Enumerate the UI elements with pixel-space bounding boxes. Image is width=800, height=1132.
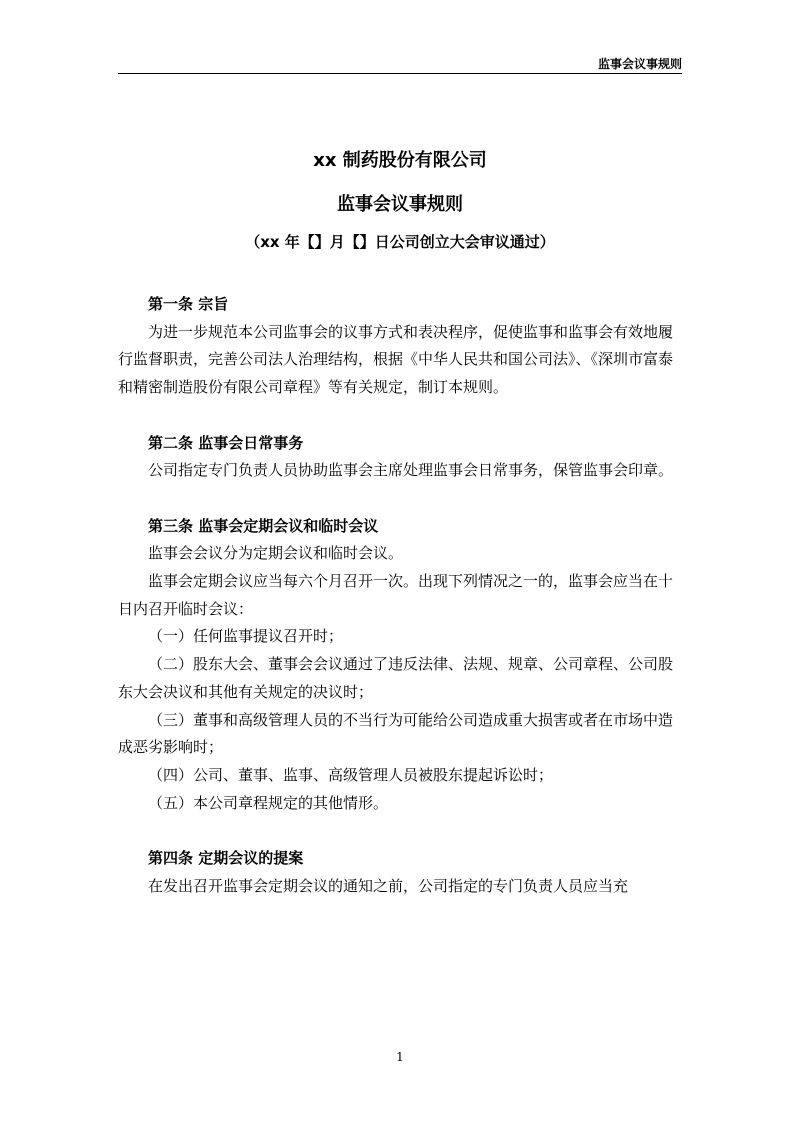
article-3-paragraph-1: 监事会会议分为定期会议和临时会议。 — [148, 544, 404, 563]
article-3-item: （五）本公司章程规定的其他情形。 — [148, 793, 389, 812]
article-1-heading: 第一条 宗旨 — [148, 295, 229, 313]
article-3-item: （二）股东大会、董事会会议通过了违反法律、法规、规章、公司章程、公司股东大会决议和其他有关规定的决议时； — [118, 655, 674, 701]
page-number: 1 — [396, 1050, 404, 1064]
running-header: 监事会议事规则 — [597, 57, 682, 71]
header-rule — [118, 73, 682, 74]
spacer — [118, 402, 682, 430]
article-4-heading: 第四条 定期会议的提案 — [148, 849, 304, 868]
document-title: 监事会议事规则 — [337, 194, 463, 215]
article-3-item: （一）任何监事提议召开时； — [148, 627, 344, 646]
article-1-paragraph: 为进一步规范本公司监事会的议事方式和表决程序，促使监事和监事会有效地履行监督职责，完善公司法人治理结构，根据《中华人民共和国公司法》、《深圳市富泰和精密制造股份有限公司章程》等有关规定，制订本规则。 — [118, 322, 674, 397]
article-3-item: （四）公司、董事、监事、高级管理人员被股东提起诉讼时； — [148, 765, 554, 784]
article-3-heading: 第三条 监事会定期会议和临时会议 — [148, 516, 379, 535]
article-2-heading: 第二条 监事会日常事务 — [148, 433, 304, 452]
spacer — [118, 817, 682, 845]
article-4-paragraph: 在发出召开监事会定期会议的通知之前，公司指定的专门负责人员应当充 — [148, 876, 629, 895]
article-2-paragraph: 公司指定专门负责人员协助监事会主席处理监事会日常事务，保管监事会印章。 — [148, 461, 674, 480]
spacer — [118, 485, 682, 513]
article-3-paragraph-2: 监事会定期会议应当每六个月召开一次。出现下列情况之一的，监事会应当在十日内召开临时会议： — [118, 572, 674, 618]
document-subtitle: （xx 年【】月【】日公司创立大会审议通过） — [245, 233, 555, 251]
article-3-item: （三）董事和高级管理人员的不当行为可能给公司造成重大损害或者在市场中造成恶劣影响时； — [118, 710, 674, 757]
company-title: xx 制药股份有限公司 — [313, 150, 487, 171]
document-body — [118, 291, 682, 900]
